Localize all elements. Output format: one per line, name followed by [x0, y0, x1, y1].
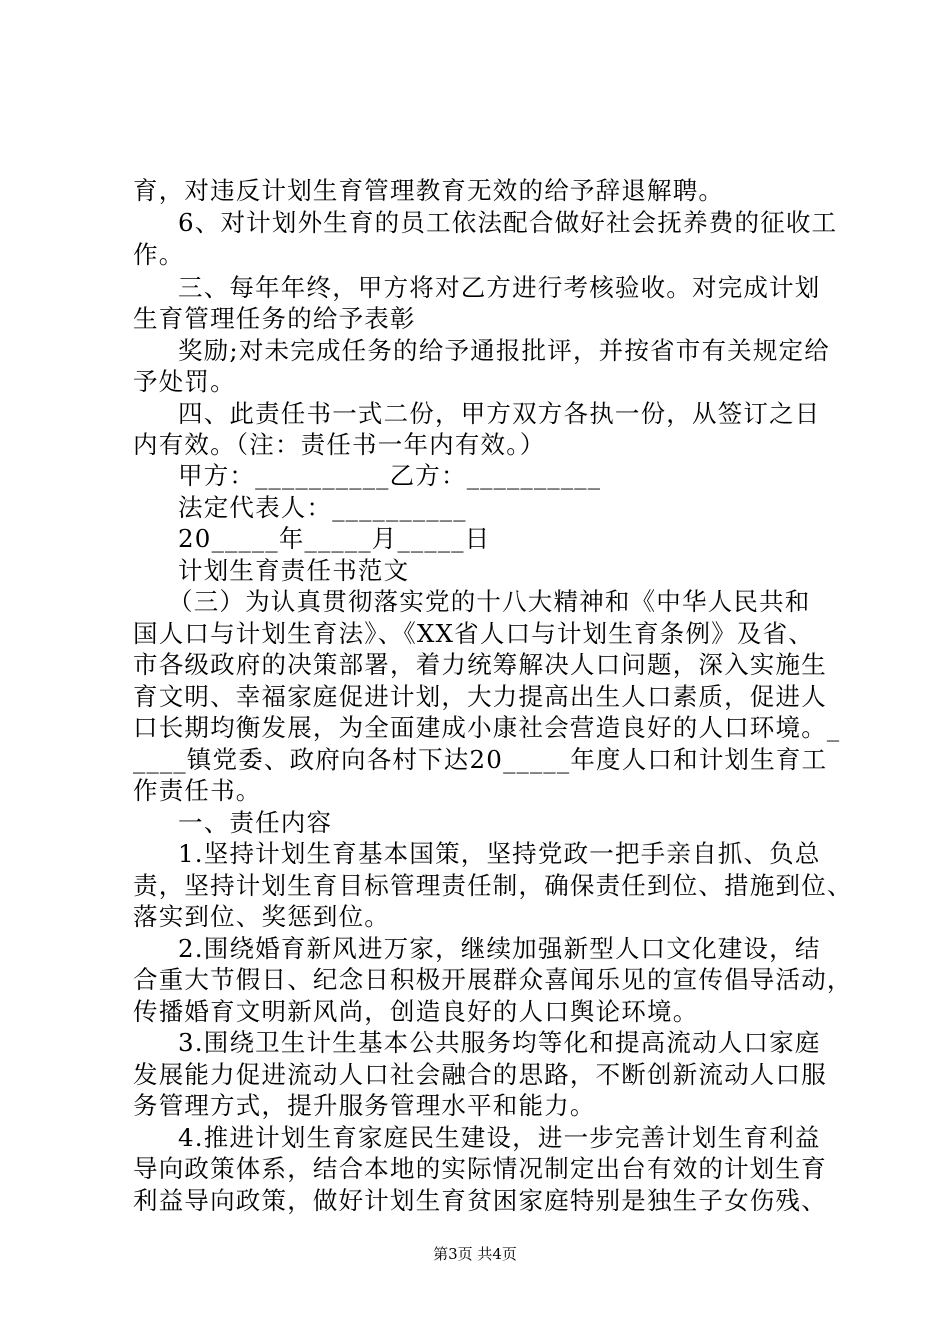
body-line: 作。 [133, 240, 185, 269]
body-line: 育文明、幸福家庭促进计划，大力提高出生人口素质，促进人 [133, 682, 827, 711]
body-line: （三）为认真贯彻落实党的十八大精神和《中华人民共和 [168, 587, 811, 616]
body-line: 口长期均衡发展，为全面建成小康社会营造良好的人口环境。_ [133, 713, 841, 742]
body-line: 务管理方式，提升服务管理水平和能力。 [133, 1091, 596, 1120]
body-line: 国人口与计划生育法》、《XX省人口与计划生育条例》及省、 [133, 619, 814, 648]
body-line: 1.坚持计划生育基本国策，坚持党政一把手亲自抓、负总 [178, 839, 821, 868]
body-line: 6、对计划外生育的员工依法配合做好社会抚养费的征收工 [178, 208, 838, 237]
signature-date-line: 20_____年_____月_____日 [178, 524, 491, 553]
section-title: 计划生育责任书范文 [178, 556, 410, 585]
body-line: 落实到位、奖惩到位。 [133, 902, 390, 931]
body-line: 四、此责任书一式二份，甲方双方各执一份，从签订之日 [178, 399, 821, 428]
body-line: ____镇党委、政府向各村下达20_____年度人口和计划生育工 [133, 745, 828, 774]
body-line: 传播婚育文明新风尚，创造良好的人口舆论环境。 [133, 997, 699, 1026]
section-heading: 一、责任内容 [178, 808, 333, 837]
body-line: 2.围绕婚育新风进万家，继续加强新型人口文化建设，结 [178, 934, 821, 963]
body-line: 作责任书。 [133, 776, 262, 805]
body-line: 3.围绕卫生计生基本公共服务均等化和提高流动人口家庭 [178, 1028, 821, 1057]
page-footer: 第3页 共4页 [433, 1245, 517, 1263]
body-line: 发展能力促进流动人口社会融合的思路，不断创新流动人口服 [133, 1060, 827, 1089]
body-line: 导向政策体系，结合本地的实际情况制定出台有效的计划生育 [133, 1154, 827, 1183]
body-line: 育，对违反计划生育管理教育无效的给予辞退解聘。 [133, 176, 725, 205]
body-line: 4.推进计划生育家庭民生建设，进一步完善计划生育利益 [178, 1123, 821, 1152]
body-line: 责，坚持计划生育目标管理责任制，确保责任到位、措施到位、 [133, 871, 853, 900]
body-line: 市各级政府的决策部署，着力统筹解决人口问题，深入实施生 [133, 650, 827, 679]
body-line: 三、每年年终，甲方将对乙方进行考核验收。对完成计划 [178, 273, 821, 302]
body-line: 生育管理任务的给予表彰 [133, 304, 416, 333]
body-line: 合重大节假日、纪念日积极开展群众喜闻乐见的宣传倡导活动， [133, 965, 853, 994]
body-line: 内有效。（注：责任书一年内有效。） [133, 430, 546, 459]
body-line: 奖励;对未完成任务的给予通报批评，并按省市有关规定给 [178, 336, 830, 365]
signature-representative-line: 法定代表人：__________ [178, 493, 467, 522]
body-line: 予处罚。 [133, 367, 236, 396]
body-line: 利益导向政策，做好计划生育贫困家庭特别是独生子女伤残、 [133, 1186, 827, 1215]
signature-party-line: 甲方：__________乙方：__________ [178, 461, 602, 490]
